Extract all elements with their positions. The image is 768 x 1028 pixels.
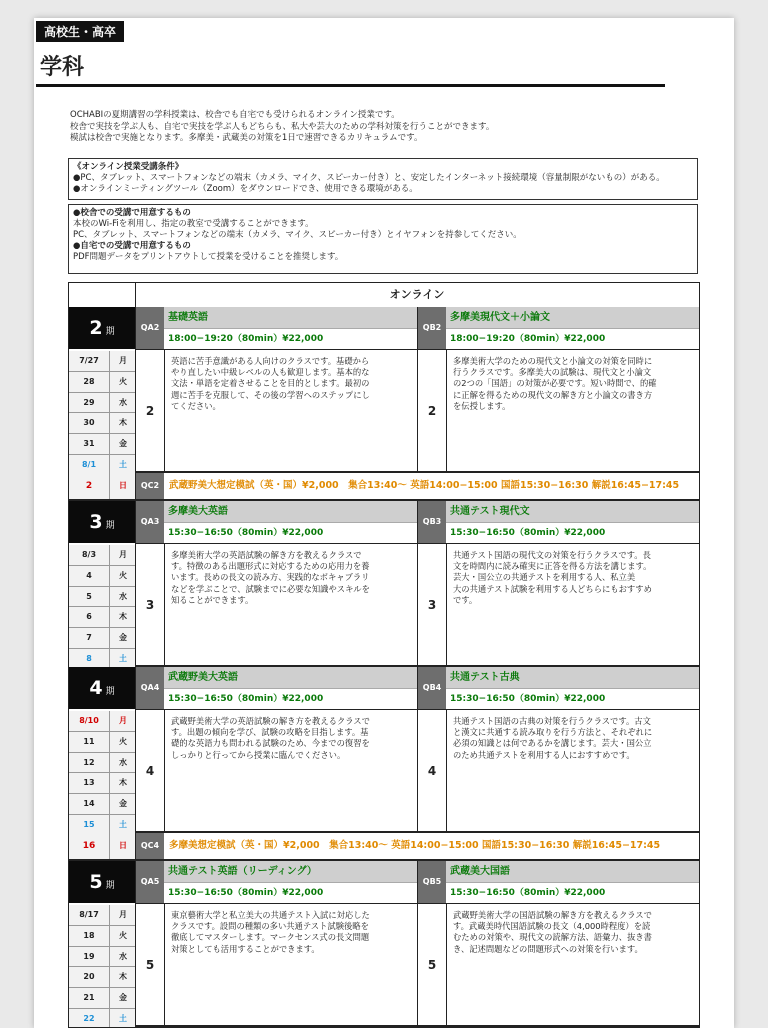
home-requirements-heading: ●自宅での受講で用意するもの: [73, 241, 191, 251]
day-date: 28: [83, 376, 95, 386]
day-date: 8/3: [81, 550, 97, 559]
day-list: [69, 711, 135, 836]
day-row: [69, 1009, 135, 1028]
period-number: 4: [89, 677, 103, 699]
course-description-line: のため共通テストを利用する人におすすめです。: [453, 749, 635, 760]
course-description: [446, 349, 699, 471]
day-weekday: 金: [109, 794, 136, 814]
day-date: 7/27: [79, 356, 99, 365]
period-suffix: 期: [105, 687, 115, 697]
course-cell[interactable]: [417, 307, 699, 471]
course-period-number: 5: [418, 903, 446, 1025]
day-weekday: 木: [109, 413, 136, 433]
day-date: 12: [83, 757, 95, 767]
course-description-line: 文法・単語を定着させることを目的とします。最初の: [171, 378, 370, 389]
day-weekday: 土: [109, 649, 136, 669]
course-name: 共通テスト古典: [446, 667, 699, 688]
day-weekday: 火: [109, 926, 136, 946]
course-description-line: 芸大・国公立の共通テストを利用する人、私立美: [453, 572, 636, 583]
day-list: [69, 545, 135, 670]
course-time-price: 15:30−16:50（80min）¥22,000: [446, 882, 699, 904]
day-row: [69, 753, 135, 774]
course-name: 基礎英語: [164, 307, 417, 328]
exam-date: 2: [69, 473, 109, 499]
exam-date: 16: [69, 833, 109, 859]
day-weekday: 土: [109, 455, 136, 475]
day-weekday: 月: [109, 905, 136, 925]
period-label: [69, 501, 135, 543]
course-description-line: 武蔵野美術大学の国語試験の解き方を教えるクラスで: [453, 910, 652, 920]
header-corner: [69, 283, 136, 307]
day-weekday: 水: [109, 393, 136, 413]
day-row: [69, 711, 135, 732]
course-code: QB5: [418, 861, 446, 903]
period-section: [69, 861, 699, 1027]
school-requirement-line: 本校のWi-Fiを利用し、指定の教室で受講することができます。: [73, 219, 314, 229]
day-row: [69, 988, 135, 1009]
course-description-line: 多摩美術大学のための現代文と小論文の対策を同時に: [453, 356, 653, 366]
day-weekday: 月: [109, 351, 136, 371]
course-description: [446, 543, 699, 665]
day-date: 31: [83, 439, 95, 449]
course-description-line: す。武蔵美時代国語試験の長文（4,000時程度）を読: [453, 921, 651, 932]
intro-line: OCHABIの夏期講習の学科授業は、校舎でも自宅でも受けられるオンライン授業です。: [70, 110, 400, 120]
day-date: 8/17: [79, 910, 99, 919]
intro-text: [70, 110, 700, 145]
course-description-line: クラスです。設問の種類の多い共通テスト試験後略を: [171, 921, 369, 932]
course-code: QB4: [418, 667, 446, 709]
schedule-table: [68, 282, 700, 1028]
course-period-number: 5: [136, 903, 164, 1025]
exam-weekday: 日: [109, 833, 136, 859]
course-description-line: むための対策や、現代文の読解方法、語彙力、抜き書: [453, 932, 652, 943]
day-date: 15: [83, 819, 95, 829]
school-requirement-line: PC、タブレット、スマートフォンなどの端末（カメラ、マイク、スピーカー付き）とイヤフォンを持参してください。: [73, 230, 522, 240]
exam-details: 多摩美想定模試（英・国）¥2,000 集合13:40〜 英語14:00−15:00 国語15:30−16:30 解説16:45−17:45: [169, 840, 661, 851]
period-label: [69, 861, 135, 903]
course-name: 共通テスト現代文: [446, 501, 699, 522]
course-description: [446, 903, 699, 1025]
course-time-price: 18:00−19:20（80min）¥22,000: [164, 328, 417, 350]
day-weekday: 月: [109, 711, 136, 731]
course-description-line: 週に苦手を克服して、その後の学習へのステップにし: [171, 389, 370, 400]
period-suffix: 期: [105, 881, 115, 891]
day-row: [69, 413, 135, 434]
day-list: [69, 351, 135, 476]
online-conditions-heading: 《オンライン授業受講条件》: [73, 162, 184, 172]
period-label: [69, 307, 135, 349]
course-description-line: 東京藝術大学と私立美大の共通テスト入試に対応した: [171, 910, 370, 920]
day-date: 14: [83, 799, 95, 809]
day-row: [69, 732, 135, 753]
day-row: [69, 372, 135, 393]
course-description-line: てください。: [171, 400, 221, 411]
course-time-price: 15:30−16:50（80min）¥22,000: [164, 882, 417, 904]
course-name: 武蔵野美大英語: [164, 667, 417, 688]
day-date: 20: [83, 972, 95, 982]
period-number: 2: [89, 317, 103, 339]
course-code: QA3: [136, 501, 164, 543]
day-date: 19: [83, 951, 95, 961]
course-description-line: す。特徴のある出題形式に対応するための応用力を養: [171, 561, 370, 572]
period-section: [69, 501, 699, 667]
course-time-price: 15:30−16:50（80min）¥22,000: [446, 688, 699, 710]
course-description-line: に正解を得るための現代文の解き方と小論文の書き方: [453, 389, 653, 400]
day-row: [69, 905, 135, 926]
course-description-line: などを学ぶことで、試験までに必要な知識やスキルを: [171, 583, 370, 594]
day-date: 13: [83, 778, 95, 788]
course-time-price: 15:30−16:50（80min）¥22,000: [164, 522, 417, 544]
exam-code: QC2: [135, 473, 164, 499]
course-description: [164, 543, 417, 665]
day-date: 8/1: [81, 459, 97, 469]
course-description-line: 対策としても活用することができます。: [171, 943, 320, 954]
course-description-line: 共通テスト国語の現代文の対策を行うクラスです。長: [453, 550, 651, 560]
course-description-line: 行うクラスです。多摩美大の試験は、現代文と小論文: [453, 367, 652, 378]
day-date: 22: [83, 1013, 95, 1023]
home-requirement-line: PDF問題データをプリントアウトして授業を受けることを推奨します。: [73, 252, 344, 262]
period-section: [69, 667, 699, 833]
course-description-line: 英語に苦手意識がある人向けのクラスです。基礎から: [171, 356, 370, 366]
course-name: 共通テスト英語（リーディング）: [164, 861, 417, 882]
category-label: 高校生・高卒: [36, 21, 124, 42]
course-period-number: 3: [136, 543, 164, 665]
course-description-line: 文を時間内に読み確実に正答を得る方法を講じます。: [453, 561, 652, 572]
course-cell[interactable]: [135, 861, 417, 1025]
intro-line: 模試は校舎で実施となります。多摩美・武蔵美の対策を1日で速習できるカリキュラムです。: [70, 133, 423, 143]
course-description-line: います。長めの長文の読み方、実践的なボキャブラリ: [171, 572, 370, 583]
course-cell[interactable]: [135, 501, 417, 665]
exam-weekday: 日: [109, 473, 136, 499]
exam-details: 武蔵野美大想定模試（英・国）¥2,000 集合13:40〜 英語14:00−15:00 国語15:30−16:30 解説16:45−17:45: [169, 480, 680, 491]
day-row: [69, 947, 135, 968]
day-row: [69, 926, 135, 947]
day-weekday: 水: [109, 947, 136, 967]
mock-exam-row[interactable]: [69, 833, 699, 861]
online-column-header: オンライン: [389, 288, 445, 301]
online-conditions-box: [68, 158, 698, 200]
schedule-header: [69, 283, 699, 308]
day-row: [69, 587, 135, 608]
period-number: 3: [89, 511, 103, 533]
course-cell[interactable]: [135, 307, 417, 471]
day-row: [69, 545, 135, 566]
course-description-line: き、記述問題などの問題形式への対策を行います。: [453, 943, 643, 954]
course-code: QB3: [418, 501, 446, 543]
day-row: [69, 434, 135, 455]
period-section: [69, 307, 699, 473]
day-row: [69, 351, 135, 372]
day-row: [69, 794, 135, 815]
course-description-line: と漢文に共通する読み取りを行う方法と、それぞれに: [453, 727, 653, 738]
course-description-line: 礎的な英語力も問われる試験のため、今までの復習を: [171, 738, 370, 749]
online-condition-line: ●PC、タブレット、スマートフォンなどの端末（カメラ、マイク、スピーカー付き）と、安定したインターネット接続環境（容量制限がないもの）がある。: [73, 173, 665, 183]
intro-line: 校舎で実技を学ぶ人も、自宅で実技を学ぶ人もどちらも、私大や芸大のための学科対策を行うことができます。: [70, 121, 495, 132]
day-weekday: 火: [109, 372, 136, 392]
day-row: [69, 967, 135, 988]
course-description-line: です。: [453, 594, 478, 605]
day-date: 18: [83, 930, 95, 940]
day-weekday: 木: [109, 773, 136, 793]
course-description: [164, 349, 417, 471]
course-description-line: 多摩美術大学の英語試験の解き方を教えるクラスで: [171, 550, 362, 560]
course-name: 多摩美現代文＋小論文: [446, 307, 699, 328]
day-weekday: 金: [109, 628, 136, 648]
day-weekday: 火: [109, 566, 136, 586]
day-weekday: 金: [109, 988, 136, 1008]
period-suffix: 期: [105, 521, 115, 531]
course-cell[interactable]: [417, 501, 699, 665]
course-code: QA2: [136, 307, 164, 349]
course-time-price: 15:30−16:50（80min）¥22,000: [164, 688, 417, 710]
course-description-line: 武蔵野美術大学の英語試験の解き方を教えるクラスで: [171, 716, 370, 726]
course-cell[interactable]: [417, 667, 699, 831]
course-description-line: の2つの「国語」の対策が必要です。短い時間で、的確: [453, 378, 657, 389]
course-description-line: 徹底してマスターします。マークセンス式の長文問題: [171, 932, 370, 943]
course-period-number: 4: [418, 709, 446, 831]
day-row: [69, 393, 135, 414]
day-date: 21: [83, 993, 95, 1003]
course-description-line: 共通テスト国語の古典の対策を行うクラスです。古文: [453, 716, 651, 726]
day-row: [69, 566, 135, 587]
course-description-line: 知ることができます。: [171, 594, 254, 605]
day-date: 8/10: [79, 716, 99, 725]
requirements-box: [68, 204, 698, 274]
period-label: [69, 667, 135, 709]
course-code: QB2: [418, 307, 446, 349]
day-date: 4: [86, 570, 92, 580]
day-weekday: 水: [109, 753, 136, 773]
day-weekday: 土: [109, 815, 136, 835]
course-name: 武蔵美大国語: [446, 861, 699, 882]
day-date: 6: [86, 612, 92, 622]
day-weekday: 木: [109, 607, 136, 627]
course-description-line: 必須の知識とは何であるかを講じます。芸大・国公立: [453, 738, 652, 749]
course-description: [164, 709, 417, 831]
course-description-line: 大の共通テスト試験を利用する人どちらにもおすすめ: [453, 583, 652, 594]
course-description-line: やり直したい中級レベルの人も歓迎します。基本的な: [171, 367, 370, 378]
day-weekday: 土: [109, 1009, 136, 1028]
course-cell[interactable]: [417, 861, 699, 1025]
course-name: 多摩美大英語: [164, 501, 417, 522]
day-list: [69, 905, 135, 1028]
course-description: [446, 709, 699, 831]
course-time-price: 15:30−16:50（80min）¥22,000: [446, 522, 699, 544]
day-date: 8: [86, 653, 92, 663]
day-date: 30: [83, 418, 95, 428]
day-weekday: 金: [109, 434, 136, 454]
exam-code: QC4: [135, 833, 164, 859]
day-weekday: 火: [109, 732, 136, 752]
course-code: QA5: [136, 861, 164, 903]
title-rule: [36, 84, 665, 87]
day-weekday: 水: [109, 587, 136, 607]
course-description: [164, 903, 417, 1025]
course-code: QA4: [136, 667, 164, 709]
online-condition-line: ●オンラインミーティングツール（Zoom）をダウンロードでき、使用できる環境がある。: [73, 184, 418, 194]
course-period-number: 2: [136, 349, 164, 471]
day-row: [69, 773, 135, 794]
school-requirements-heading: ●校舎での受講で用意するもの: [73, 208, 191, 218]
course-description-line: す。出題の傾向を学び、試験の攻略を目指します。基: [171, 727, 369, 738]
day-date: 5: [86, 591, 92, 601]
day-date: 29: [83, 397, 95, 407]
day-row: [69, 628, 135, 649]
period-number: 5: [89, 871, 103, 893]
course-description-line: を伝授します。: [453, 400, 511, 411]
course-description-line: しっかりと行ってから授業に臨んでください。: [171, 749, 346, 760]
course-period-number: 4: [136, 709, 164, 831]
course-period-number: 3: [418, 543, 446, 665]
page-title: 学科: [40, 55, 85, 80]
day-row: [69, 607, 135, 628]
period-suffix: 期: [105, 327, 115, 337]
course-period-number: 2: [418, 349, 446, 471]
day-date: 11: [83, 736, 95, 746]
mock-exam-row[interactable]: [69, 473, 699, 501]
day-weekday: 月: [109, 545, 136, 565]
course-time-price: 18:00−19:20（80min）¥22,000: [446, 328, 699, 350]
course-cell[interactable]: [135, 667, 417, 831]
day-weekday: 木: [109, 967, 136, 987]
day-date: 7: [86, 633, 92, 643]
